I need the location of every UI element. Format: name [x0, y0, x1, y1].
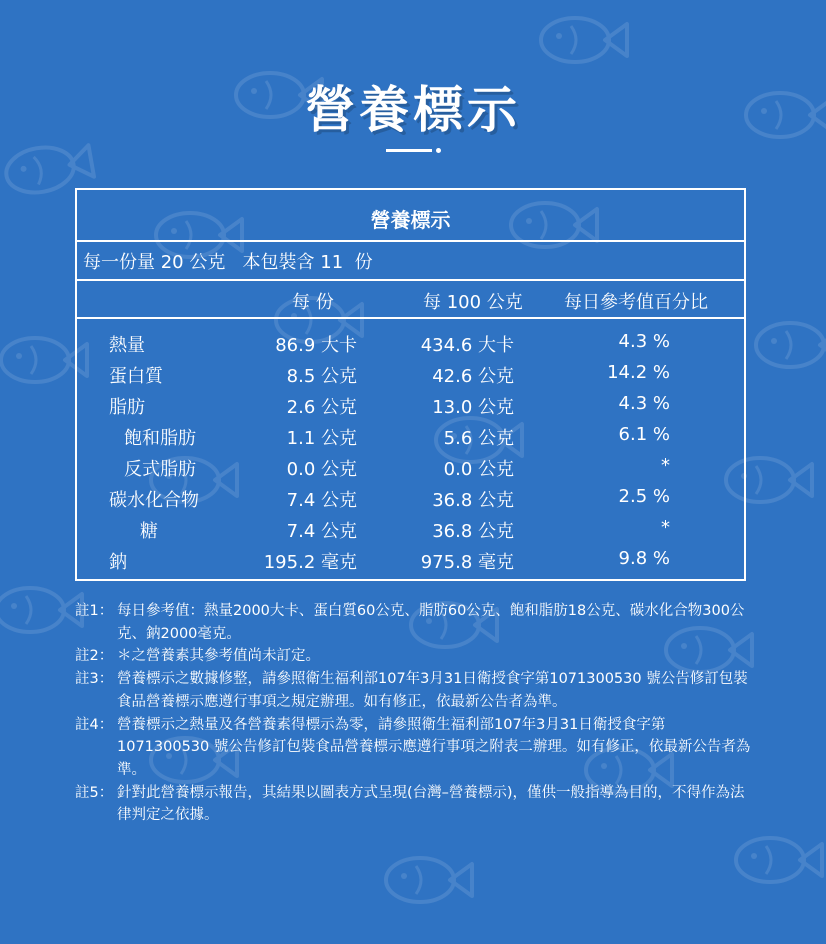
table-heading: 營養標示 — [370, 208, 451, 232]
per-100g-value: 0.0 公克 — [443, 459, 514, 480]
per-100g-value: 42.6 公克 — [432, 366, 514, 387]
serving-amount: 20 — [160, 252, 184, 273]
page-title: 營養標示 — [305, 81, 521, 139]
nutrition-table — [75, 188, 746, 581]
nutrient-row — [77, 548, 744, 579]
nutrient-row — [77, 486, 744, 517]
serving-per-label: 每一份量 — [83, 252, 155, 273]
nutrient-name: 鈉 — [109, 552, 127, 573]
footnote-label: 註1： — [75, 603, 114, 619]
nutrient-row — [77, 455, 744, 486]
footnote-text: 針對此營養標示報告，其結果以圖表方式呈現(台灣–營養標示)，僅供一般指導為目的，不得作為法律判定之依據。 — [117, 784, 745, 824]
nutrient-row — [77, 517, 744, 548]
footnote-label: 註5： — [75, 784, 114, 801]
divider — [77, 279, 744, 281]
pack-count-unit: 份 — [354, 252, 373, 273]
nutrient-name: 熱量 — [109, 335, 145, 356]
footnote-text: 營養標示之數據修整，請參照衛生福利部107年3月31日衛授食字第1071300530 號公告修訂包裝食品營養標示應遵行事項之規定辦理。如有修正，依最新公告者為準。 — [117, 671, 748, 710]
title-underline — [386, 149, 432, 152]
nutrient-row — [77, 331, 744, 362]
pack-count: 11 — [320, 252, 344, 273]
footnote-text: 營養標示之熱量及各營養素得標示為零，請參照衛生福利部107年3月31日衛授食字第1071300530 號公告修訂包裝食品營養標示應遵行事項之附表二辦理。如有修正，依最新公告者為準。 — [117, 716, 751, 778]
per-100g-value: 975.8 毫克 — [420, 552, 514, 573]
footnote-label: 註3： — [75, 671, 114, 688]
footnotes — [75, 600, 755, 827]
nutrient-row — [77, 362, 744, 393]
per-serving-value: 86.9 大卡 — [275, 335, 357, 356]
serving-info — [83, 248, 373, 274]
footnote-label: 註4： — [75, 716, 114, 733]
footnote-text: 每日參考值：熱量2000大卡、蛋白質60公克、脂肪60公克、飽和脂肪18公克、碳水化合物300公克、鈉2000毫克。 — [117, 603, 745, 642]
footnote — [75, 782, 755, 827]
daily-value-percent: 14.2 % — [607, 362, 670, 383]
per-serving-value: 195.2 毫克 — [263, 552, 357, 573]
column-header-daily-value: 每日參考值百分比 — [564, 292, 708, 313]
nutrient-name: 糖 — [140, 521, 158, 542]
per-100g-value: 434.6 大卡 — [420, 335, 514, 356]
daily-value-percent: 4.3 % — [618, 393, 670, 414]
divider — [77, 317, 744, 319]
daily-value-percent: * — [661, 455, 670, 476]
divider — [77, 240, 744, 242]
nutrient-name: 蛋白質 — [109, 366, 163, 387]
per-serving-value: 8.5 公克 — [286, 366, 357, 387]
daily-value-percent: 4.3 % — [618, 331, 670, 352]
title-underline-dot — [436, 148, 441, 153]
footnote-label: 註2： — [75, 648, 114, 665]
footnote-text: ＊之營養素其參考值尚未訂定。 — [117, 648, 320, 665]
daily-value-percent: 2.5 % — [618, 486, 670, 507]
pack-prefix: 本包裝含 — [242, 252, 315, 273]
per-serving-value: 2.6 公克 — [286, 397, 357, 418]
serving-unit: 公克 — [189, 252, 226, 273]
footnote — [75, 645, 755, 668]
per-serving-value: 7.4 公克 — [286, 521, 357, 542]
per-100g-value: 13.0 公克 — [432, 397, 514, 418]
per-serving-value: 1.1 公克 — [286, 428, 357, 449]
nutrient-name: 飽和脂肪 — [124, 428, 196, 449]
footnote — [75, 668, 755, 713]
daily-value-percent: 6.1 % — [618, 424, 670, 445]
column-header-per-serving: 每 份 — [292, 292, 334, 313]
nutrient-name: 反式脂肪 — [124, 459, 196, 480]
nutrient-name: 脂肪 — [109, 397, 145, 418]
daily-value-percent: 9.8 % — [618, 548, 670, 569]
footnote — [75, 600, 755, 645]
column-header-per-100g: 每 100 公克 — [423, 292, 523, 313]
nutrient-row — [77, 424, 744, 455]
per-100g-value: 36.8 公克 — [432, 521, 514, 542]
footnote — [75, 714, 755, 782]
per-100g-value: 5.6 公克 — [443, 428, 514, 449]
daily-value-percent: * — [661, 517, 670, 538]
nutrient-row — [77, 393, 744, 424]
per-serving-value: 7.4 公克 — [286, 490, 357, 511]
per-serving-value: 0.0 公克 — [286, 459, 357, 480]
per-100g-value: 36.8 公克 — [432, 490, 514, 511]
nutrient-name: 碳水化合物 — [109, 490, 199, 511]
